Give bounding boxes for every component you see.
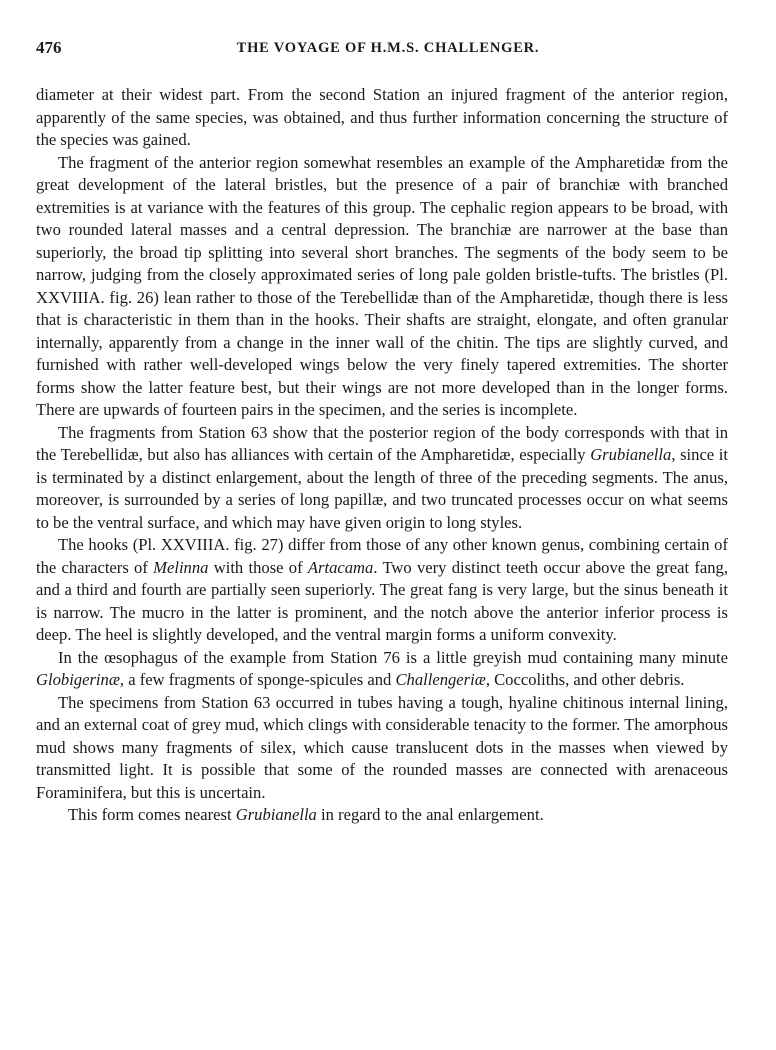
- genus-name: Melinna: [153, 557, 209, 577]
- paragraph-oesophagus: In the œsophagus of the example from Station 76 is a little greyish mud containing many minute Globigerinæ, a few fragments of sponge-spicules and Challengeriæ, Coccoliths, and other debris.: [36, 647, 728, 689]
- genus-name: Grubianella: [235, 805, 317, 824]
- taxon-name: Challengeriæ: [395, 670, 486, 689]
- taxon-name: Globigerinæ: [36, 670, 120, 689]
- page-header: [36, 38, 740, 62]
- genus-name: Artacama: [307, 557, 374, 577]
- paragraph-anterior-fragment: The fragment of the anterior region somewhat resembles an example of the Ampharetidæ from the great development of the lateral bristles, but the presence of a pair of branchiæ with branched extremities is at variance with the features of this group. The cephalic region appears to be broad, with two rounded lateral masses and a central depression. The branchiæ are narrower at the base than superiorly, the broad tip splitting into several short branches. The segments of the body seem to be narrow, judging from the closely approximated series of long pale golden bristle-tufts. The bristles (Pl. XXVIIIA. fig. 26) lean rather to those of the Terebellidæ than of the Ampharetidæ, though there is less that is characteristic in them than in the hooks. Their shafts are straight, elongate, and often granular internally, apparently from a change in the inner wall of the chitin. The tips are slightly curved, and furnished with rather well-developed wings below the very finely tapered extremities. The shorter forms show the latter feature best, but their wings are not more developed than in the longer forms. There are upwards of fourteen pairs in the specimen, and the series is incomplete.: [36, 152, 728, 419]
- paragraph-continuation: diameter at their widest part. From the second Station an injured fragment of the anterior region, apparently of the same species, was obtained, and thus further information concerning the structure of the species was gained.: [36, 85, 728, 149]
- paragraph-hooks: The hooks (Pl. XXVIIIA. fig. 27) differ from those of any other known genus, combining certain of the characters of Melinna with those of Artacama. Two very distinct teeth occur above the great fang, and a third and fourth are partially seen superiorly. The great fang is very large, but the sinus beneath it is narrow. The mucro in the latter is prominent, and the notch above the anterior inferior process is deep. The heel is slightly developed, and the ventral margin forms a uniform convexity.: [36, 535, 728, 644]
- paragraph-tubes: The specimens from Station 63 occurred in tubes having a tough, hyaline chitinous internal lining, and an external coat of grey mud, which clings with considerable tenacity to the former. The amorphous mud shows many fragments of silex, which cause translucent dots in the masses when viewed by transmitted light. It is possible that some of the rounded masses are connected with arenaceous Foraminifera, but this is uncertain.: [36, 692, 728, 802]
- genus-name: Grubianella: [590, 445, 672, 464]
- paragraph-posterior-region: The fragments from Station 63 show that the posterior region of the body corresponds with that in the Terebellidæ, but also has alliances with certain of the Ampharetidæ, especially Grubianella, since it is terminated by a distinct enlargement, about the length of three of the preceding segments. The anus, moreover, is surrounded by a series of long papillæ, and two truncated processes occur on what seems to be the ventral surface, and which may have given origin to long styles.: [36, 422, 728, 532]
- page-number: 476: [36, 38, 62, 57]
- running-title: THE VOYAGE OF H.M.S. CHALLENGER.: [236, 40, 540, 56]
- body-text: [36, 84, 728, 827]
- paragraph-conclusion: This form comes nearest Grubianella in regard to the anal enlargement.: [68, 805, 544, 824]
